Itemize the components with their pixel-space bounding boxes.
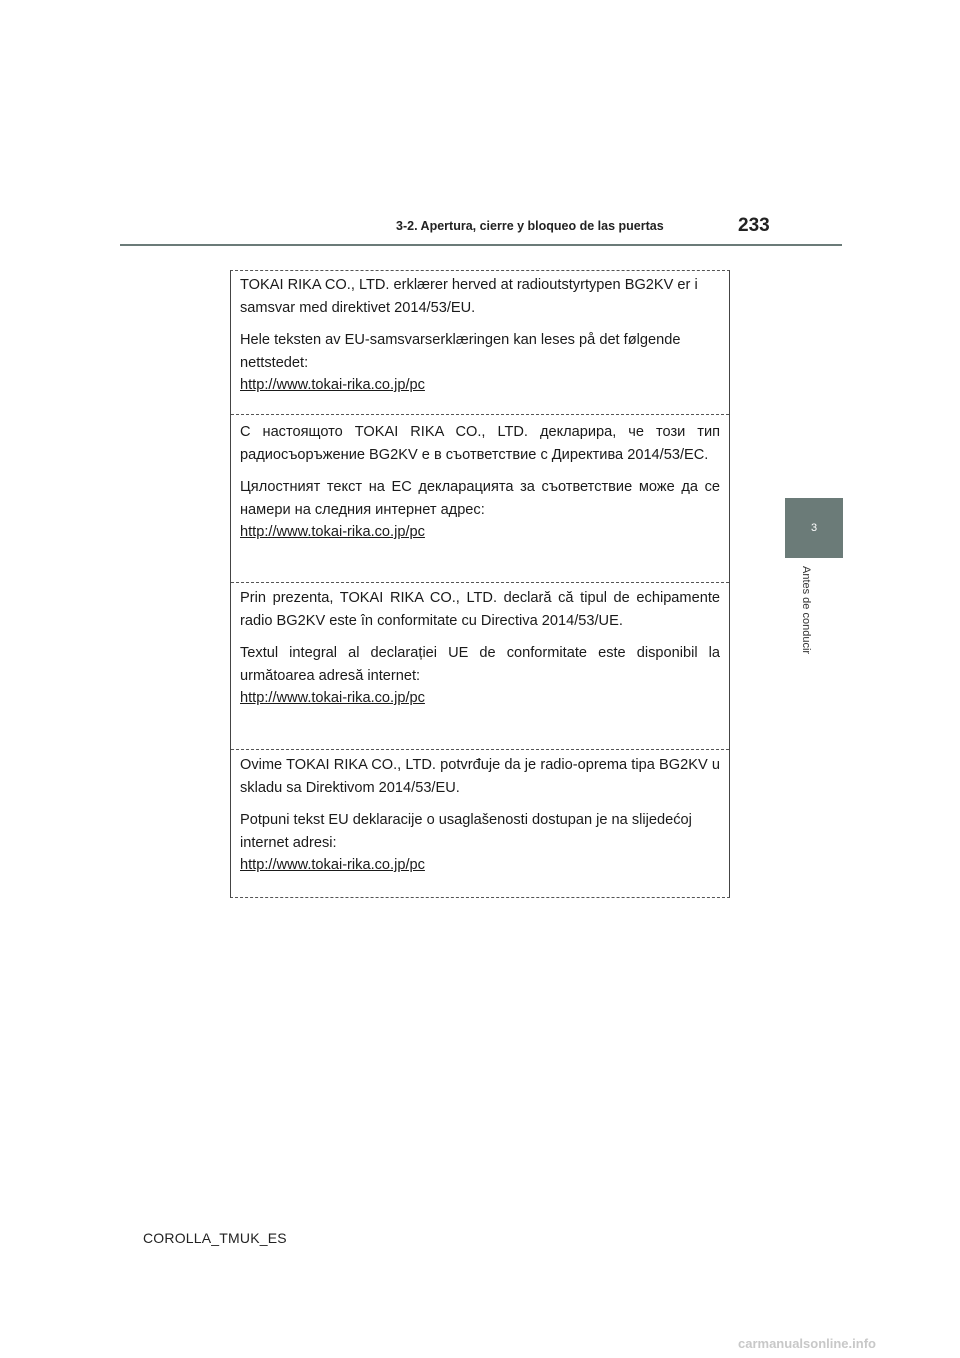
declaration-link[interactable]: http://www.tokai-rika.co.jp/pc bbox=[240, 690, 425, 706]
notice-paragraph: Textul integral al declarației UE de conformitate este disponibil la următoarea adresă internet: bbox=[240, 645, 720, 684]
notice-block-romanian bbox=[231, 587, 729, 710]
header-rule bbox=[120, 244, 842, 246]
notice-divider bbox=[231, 582, 729, 583]
chapter-tab: 3 bbox=[785, 498, 843, 558]
notice-paragraph: Цялостният текст на ЕС декларацията за съответствие може да се намери на следния интернет адрес: bbox=[240, 479, 720, 518]
manual-code: COROLLA_TMUK_ES bbox=[143, 1230, 287, 1246]
notice-paragraph: Ovime TOKAI RIKA CO., LTD. potvrđuje da je radio-oprema tipa BG2KV u skladu sa Direktivom 2014/53/EU. bbox=[240, 757, 720, 796]
notice-box bbox=[230, 270, 730, 898]
page-number: 233 bbox=[738, 215, 770, 236]
declaration-link[interactable]: http://www.tokai-rika.co.jp/pc bbox=[240, 857, 425, 873]
watermark: carmanualsonline.info bbox=[738, 1336, 876, 1351]
declaration-link[interactable]: http://www.tokai-rika.co.jp/pc bbox=[240, 377, 425, 393]
notice-paragraph: Hele teksten av EU-samsvarserklæringen kan leses på det følgende nettstedet: bbox=[240, 332, 681, 371]
section-header: 3-2. Apertura, cierre y bloqueo de las puertas bbox=[396, 219, 664, 233]
notice-paragraph: TOKAI RIKA CO., LTD. erklærer herved at radioutstyrtypen BG2KV er i samsvar med direktivet 2014/53/EU. bbox=[240, 277, 698, 316]
notice-block-norwegian bbox=[231, 274, 729, 397]
notice-block-bulgarian bbox=[231, 421, 729, 544]
notice-divider bbox=[231, 414, 729, 415]
notice-paragraph: Prin prezenta, TOKAI RIKA CO., LTD. declară că tipul de echipamente radio BG2KV este în conformitate cu Directiva 2014/53/UE. bbox=[240, 590, 720, 629]
notice-paragraph: Potpuni tekst EU deklaracije o usaglašenosti dostupan je na slijedećoj internet adresi: bbox=[240, 812, 692, 851]
notice-block-croatian bbox=[231, 754, 729, 877]
notice-divider bbox=[231, 749, 729, 750]
notice-paragraph: С настоящото TOKAI RIKA CO., LTD. декларира, че този тип радиосъоръжение BG2KV е в съответствие с Директива 2014/53/ЕС. bbox=[240, 424, 720, 463]
declaration-link[interactable]: http://www.tokai-rika.co.jp/pc bbox=[240, 524, 425, 540]
chapter-label: Antes de conducir bbox=[800, 566, 812, 655]
